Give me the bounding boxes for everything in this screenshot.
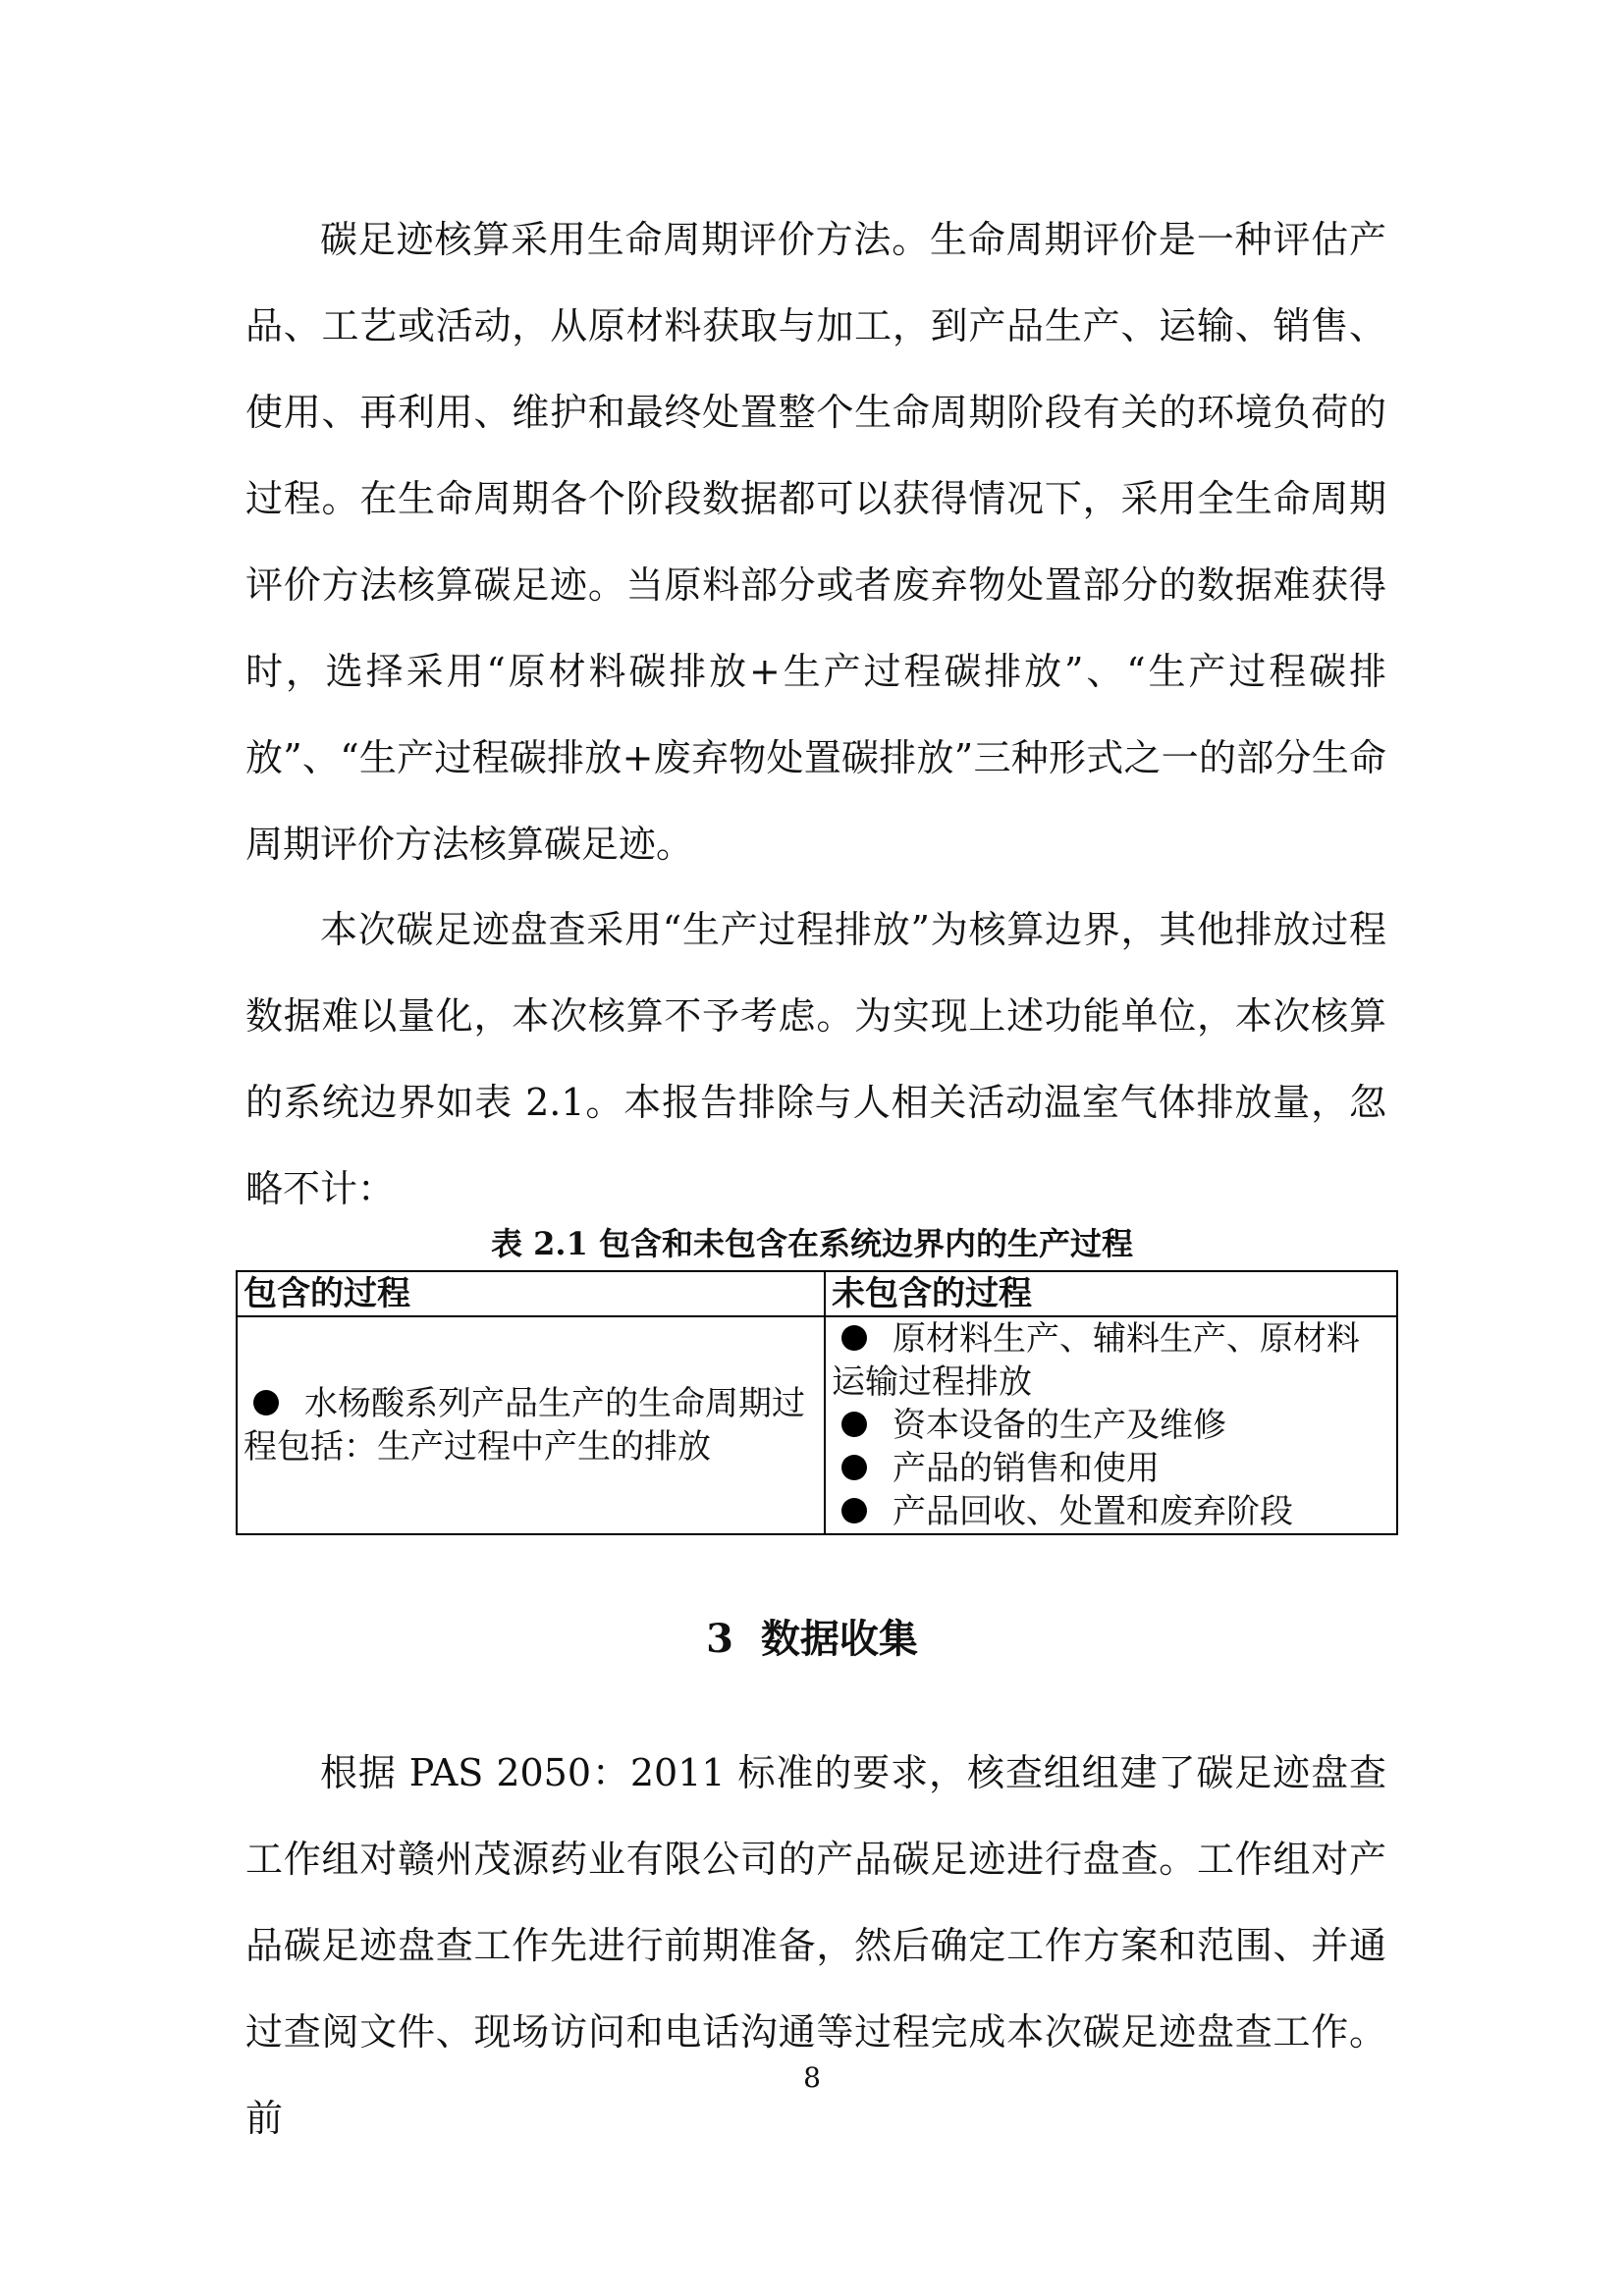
header-excluded: 未包含的过程 [825,1271,1397,1316]
section-title: 数据收集 [760,1616,918,1662]
bullet-icon [841,1412,867,1437]
bullet-icon [253,1390,279,1415]
table-row [237,1316,1397,1534]
list-item [832,1490,1390,1533]
paragraph-data-collection: 根据 PAS 2050：2011 标准的要求，核查组组建了碳足迹盘查工作组对赣州茂源药业有限公司的产品碳足迹进行盘查。工作组对产品碳足迹盘查工作先进行前期准备，然后确定工作方案和范围、并通过查阅文件、现场访问和电话沟通等过程完成本次碳足迹盘查工作。前 [245,1751,1386,2140]
paragraph-accounting-boundary: 本次碳足迹盘查采用“生产过程排放”为核算边界，其他排放过程数据难以量化，本次核算不予考虑。为实现上述功能单位，本次核算的系统边界如表 2.1。本报告排除与人相关活动温室气体排放量，忽略不计： [245,908,1386,1210]
table-caption: 表 2.1 包含和未包含在系统边界内的生产过程 [491,1225,1133,1262]
included-item-1: 水杨酸系列产品生产的生命周期过程包括：生产过程中产生的排放 [244,1384,805,1467]
list-item [244,1382,818,1468]
excluded-item-1: 原材料生产、辅料生产、原材料运输过程排放 [831,1319,1360,1402]
excluded-item-2: 资本设备的生产及维修 [892,1406,1226,1445]
section-heading [0,1610,1624,1669]
excluded-item-4: 产品回收、处置和废弃阶段 [892,1492,1293,1531]
excluded-item-3: 产品的销售和使用 [892,1449,1160,1488]
page-number: 8 [803,2061,821,2094]
system-boundary-table [236,1270,1398,1535]
table-header-row [237,1271,1397,1316]
section-number: 3 [706,1616,733,1662]
list-item [832,1447,1390,1490]
list-item [832,1317,1390,1404]
bullet-icon [841,1325,867,1351]
bullet-icon [841,1498,867,1523]
header-included: 包含的过程 [237,1271,825,1316]
excluded-cell [825,1316,1397,1534]
included-cell [237,1316,825,1534]
paragraph-lca-method: 碳足迹核算采用生命周期评价方法。生命周期评价是一种评估产品、工艺或活动，从原材料获取与加工，到产品生产、运输、销售、使用、再利用、维护和最终处置整个生命周期阶段有关的环境负荷的过程。在生命周期各个阶段数据都可以获得情况下，采用全生命周期评价方法核算碳足迹。当原料部分或者废弃物处置部分的数据难获得时，选择采用“原材料碳排放+生产过程碳排放”、“生产过程碳排放”、“生产过程碳排放+废弃物处置碳排放”三种形式之一的部分生命周期评价方法核算碳足迹。 [245,218,1386,866]
bullet-icon [841,1455,867,1480]
list-item [832,1404,1390,1447]
